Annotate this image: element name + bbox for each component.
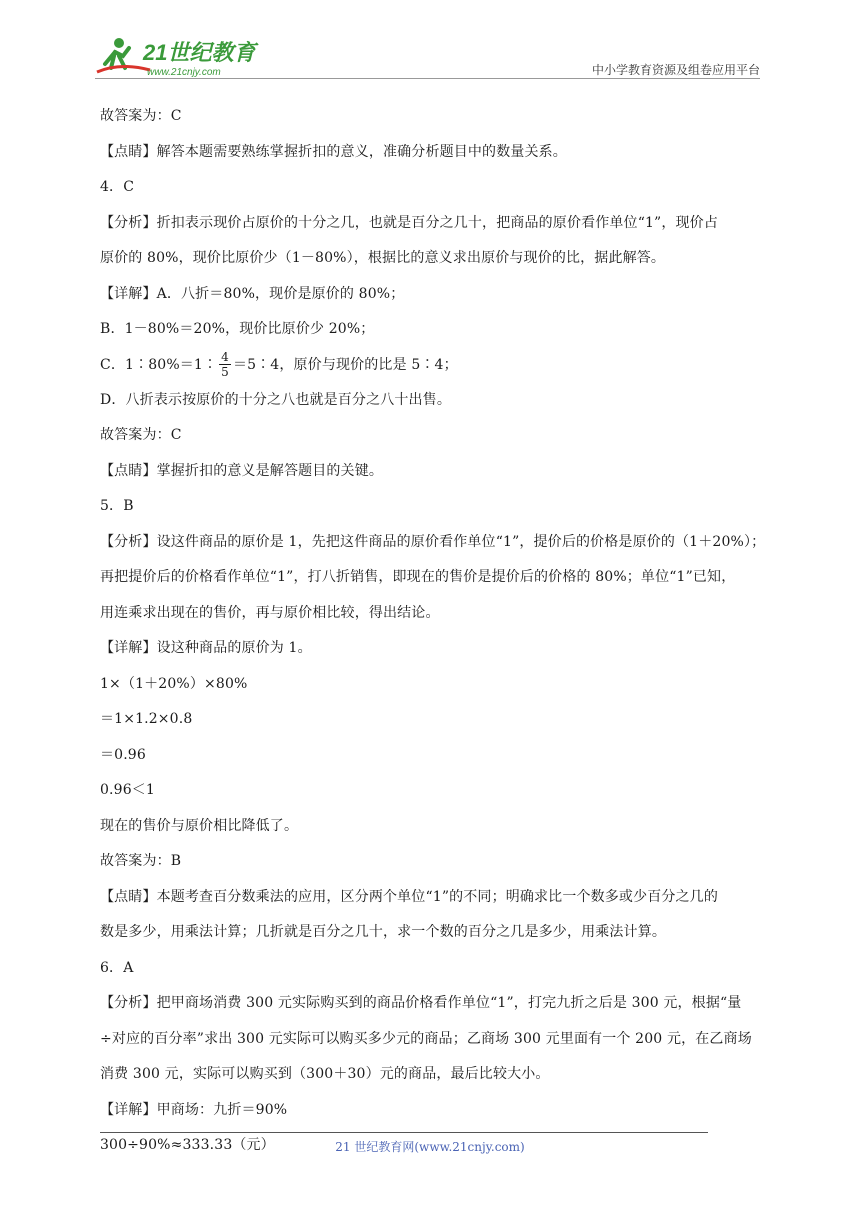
fraction — [219, 350, 231, 379]
text-line: ＝1×1.2×0.8 — [100, 711, 193, 727]
fraction-numerator: 4 — [221, 350, 229, 364]
text-line: 数是多少，用乘法计算；几折就是百分之几十，求一个数的百分之几是多少，用乘法计算。 — [100, 924, 666, 940]
text-line: 消费 300 元，实际可以购买到（300＋30）元的商品，最后比较大小。 — [100, 1066, 550, 1082]
ratio-text-before: C．1∶80%＝1∶ — [100, 356, 218, 373]
text-line: 用连乘求出现在的售价，再与原价相比较，得出结论。 — [100, 604, 440, 621]
text-line: 再把提价后的价格看作单位“1”，打八折销售，即现在的售价是提价后的价格的 80%；单位“1”已知， — [100, 569, 736, 585]
header-divider — [95, 78, 760, 79]
question-number: 5．B — [100, 498, 134, 514]
text-line: B．1－80%＝20%，现价比原价少 20%； — [100, 321, 375, 337]
text-line: 【点睛】解答本题需要熟练掌握折扣的意义，准确分析题目中的数量关系。 — [100, 143, 567, 160]
site-logo — [95, 34, 275, 78]
header-platform-text: 中小学教育资源及组卷应用平台 — [591, 63, 760, 77]
answer-content — [100, 106, 765, 1171]
text-line: 【分析】设这件商品的原价是 1，先把这件商品的原价看作单位“1”，提价后的价格是原价的（1＋20%）； — [100, 533, 766, 550]
svg-text:21世纪教育: 21世纪教育 — [143, 40, 256, 65]
text-line: 故答案为：B — [100, 853, 182, 869]
text-line: 【分析】把甲商场消费 300 元实际购买到的商品价格看作单位“1”，打完九折之后是 300 元，根据“量 — [100, 995, 742, 1011]
svg-text:www.21cnjy.com: www.21cnjy.com — [147, 67, 221, 78]
text-line: 【详解】A．八折＝80%，现价是原价的 80%； — [100, 285, 405, 302]
text-line: 300÷90%≈333.33（元） — [100, 1137, 275, 1153]
text-line: ＝0.96 — [100, 746, 146, 763]
text-line: ÷对应的百分率”求出 300 元实际可以购买多少元的商品；乙商场 300 元里面有一个 200 元，在乙商场 — [100, 1030, 752, 1047]
page-header — [95, 30, 760, 80]
text-line: 现在的售价与原价相比降低了。 — [100, 817, 299, 834]
fraction-denominator: 5 — [221, 365, 229, 379]
question-number: 4．C — [100, 179, 135, 195]
text-line: 故答案为：C — [100, 108, 182, 124]
text-line: 【点睛】掌握折扣的意义是解答题目的关键。 — [100, 462, 383, 479]
ratio-line — [100, 348, 765, 382]
text-line: 1×（1＋20%）×80% — [100, 675, 248, 692]
text-line: D．八折表示按原价的十分之八也就是百分之八十出售。 — [100, 391, 451, 408]
ratio-text-after: ＝5∶4，原价与现价的比是 5∶4； — [232, 356, 458, 373]
text-line: 【分析】折扣表示现价占原价的十分之几，也就是百分之几十，把商品的原价看作单位“1”，现价占 — [100, 214, 718, 231]
text-line: 【点睛】本题考查百分数乘法的应用，区分两个单位“1”的不同；明确求比一个数多或少百分之几的 — [100, 888, 718, 905]
text-line: 【详解】甲商场：九折＝90% — [100, 1101, 288, 1118]
text-line: 原价的 80%，现价比原价少（1－80%），根据比的意义求出原价与现价的比，据此解答。 — [100, 250, 666, 266]
text-line: 【详解】设这种商品的原价为 1。 — [100, 640, 312, 656]
footer-site-link[interactable]: 21 世纪教育网(www.21cnjy.com) — [335, 1140, 525, 1154]
question-number: 6．A — [100, 959, 134, 976]
text-line: 故答案为：C — [100, 427, 182, 443]
text-line: 0.96＜1 — [100, 782, 155, 798]
runner-logo-icon — [95, 34, 275, 78]
footer-divider — [100, 1132, 708, 1133]
